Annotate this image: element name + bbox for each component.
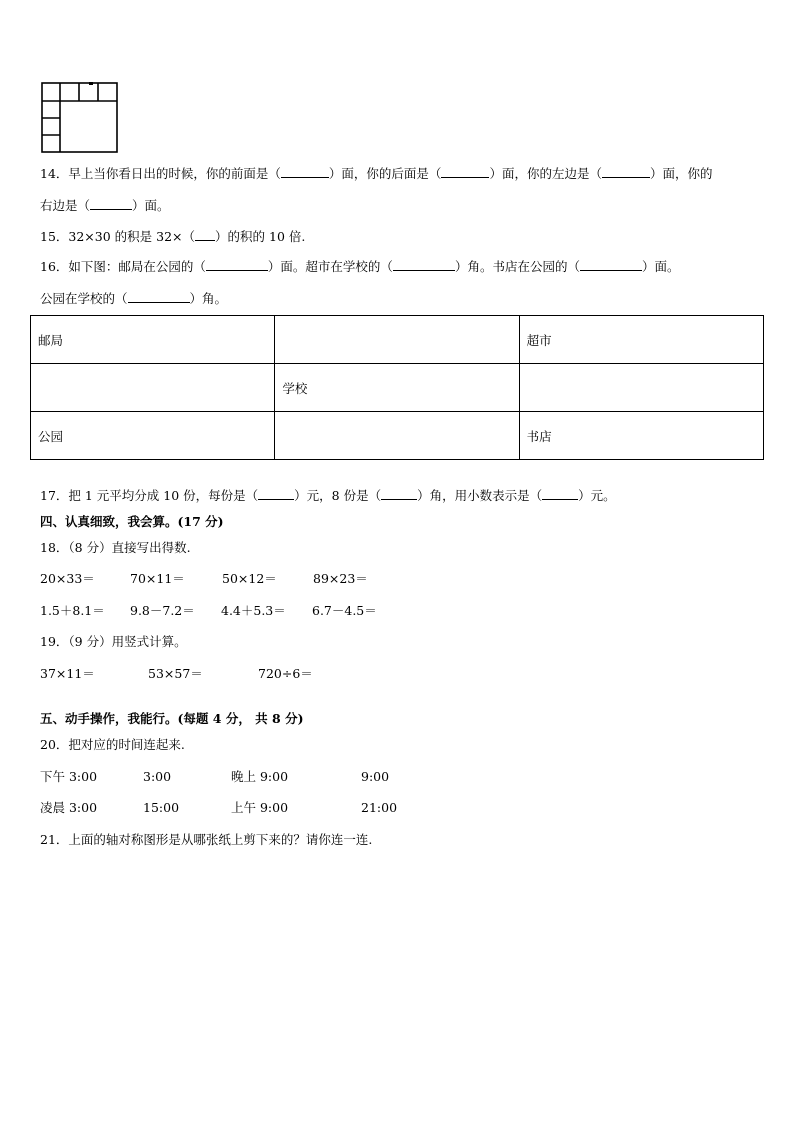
table-cell	[519, 364, 763, 412]
section-4-title: 四、认真细致，我会算。(17 分)	[40, 514, 224, 529]
calc-item: 720÷6＝	[258, 666, 313, 681]
q14-text-5: 右边是（	[40, 198, 91, 213]
table-row	[31, 316, 764, 364]
calc-item: 1.5＋8.1＝	[40, 603, 105, 618]
q14-text-3: ）面，你的左边是（	[489, 166, 602, 181]
q14-text-4: ）面，你的	[649, 166, 713, 181]
q17-text-2: ）元，8 份是（	[294, 488, 382, 503]
question-20-stem: 20．把对应的时间连起来.	[40, 737, 185, 752]
time-item: 上午 9:00	[231, 800, 289, 815]
table-cell: 公园	[31, 412, 275, 460]
table-row	[31, 412, 764, 460]
time-item: 9:00	[361, 769, 390, 784]
table-cell: 书店	[519, 412, 763, 460]
question-21-stem: 21．上面的轴对称图形是从哪张纸上剪下来的？请你连一连.	[40, 832, 373, 847]
calc-item: 20×33＝	[40, 571, 95, 586]
time-item: 15:00	[143, 800, 180, 815]
calc-item: 70×11＝	[130, 571, 185, 586]
question-15	[40, 229, 305, 245]
answer-blank[interactable]	[542, 488, 578, 500]
calc-item: 50×12＝	[222, 571, 277, 586]
time-item: 凌晨 3:00	[40, 800, 98, 815]
table-cell: 学校	[275, 364, 519, 412]
section-5-title: 五、动手操作，我能行。(每题 4 分， 共 8 分)	[40, 711, 304, 726]
table-cell: 邮局	[31, 316, 275, 364]
answer-blank[interactable]	[602, 166, 650, 178]
calc-item: 53×57＝	[148, 666, 203, 681]
calc-item: 6.7－4.5＝	[312, 603, 377, 618]
grid-figure	[41, 82, 119, 154]
calc-item: 89×23＝	[313, 571, 368, 586]
question-16-line-2	[40, 291, 227, 307]
location-table	[30, 315, 764, 460]
question-17	[40, 488, 616, 504]
table-cell	[31, 364, 275, 412]
answer-blank[interactable]	[441, 166, 489, 178]
answer-blank[interactable]	[281, 166, 329, 178]
question-19-stem: 19．（9 分）用竖式计算。	[40, 634, 187, 649]
q16-text-5: 公园在学校的（	[40, 291, 128, 306]
table-cell: 超市	[519, 316, 763, 364]
time-item: 3:00	[143, 769, 172, 784]
answer-blank[interactable]	[258, 488, 294, 500]
table-row	[31, 364, 764, 412]
q14-text-6: ）面。	[132, 198, 170, 213]
time-item: 21:00	[361, 800, 398, 815]
calc-item: 37×11＝	[40, 666, 95, 681]
answer-blank[interactable]	[381, 488, 417, 500]
q17-text-3: ）角，用小数表示是（	[417, 488, 543, 503]
answer-blank[interactable]	[206, 259, 268, 271]
question-14-line-1	[40, 166, 712, 182]
q16-text-3: ）角。书店在公园的（	[454, 259, 580, 274]
answer-blank[interactable]	[90, 198, 132, 210]
question-18-stem: 18．（8 分）直接写出得数.	[40, 540, 191, 555]
answer-blank[interactable]	[393, 259, 455, 271]
answer-blank[interactable]	[195, 229, 215, 241]
time-item: 下午 3:00	[40, 769, 98, 784]
table-cell	[275, 412, 519, 460]
time-item: 晚上 9:00	[231, 769, 289, 784]
q16-text-1: 16．如下图：邮局在公园的（	[40, 259, 206, 274]
q15-text-2: ）的积的 10 倍.	[215, 229, 306, 244]
q16-text-4: ）面。	[641, 259, 680, 274]
answer-blank[interactable]	[580, 259, 642, 271]
table-cell	[275, 316, 519, 364]
calc-item: 4.4＋5.3＝	[221, 603, 286, 618]
q17-text-1: 17．把 1 元平均分成 10 份，每份是（	[40, 488, 259, 503]
answer-blank[interactable]	[128, 291, 190, 303]
q16-text-2: ）面。超市在学校的（	[267, 259, 393, 274]
q15-text-1: 15．32×30 的积是 32×（	[40, 229, 196, 244]
q17-text-4: ）元。	[578, 488, 616, 503]
q16-text-6: ）角。	[189, 291, 228, 306]
q14-text-2: ）面，你的后面是（	[328, 166, 442, 181]
calc-item: 9.8－7.2＝	[130, 603, 195, 618]
question-16-line-1	[40, 259, 679, 275]
question-14-line-2	[40, 198, 170, 214]
q14-text-1: 14．早上当你看日出的时候，你的前面是（	[40, 166, 281, 181]
